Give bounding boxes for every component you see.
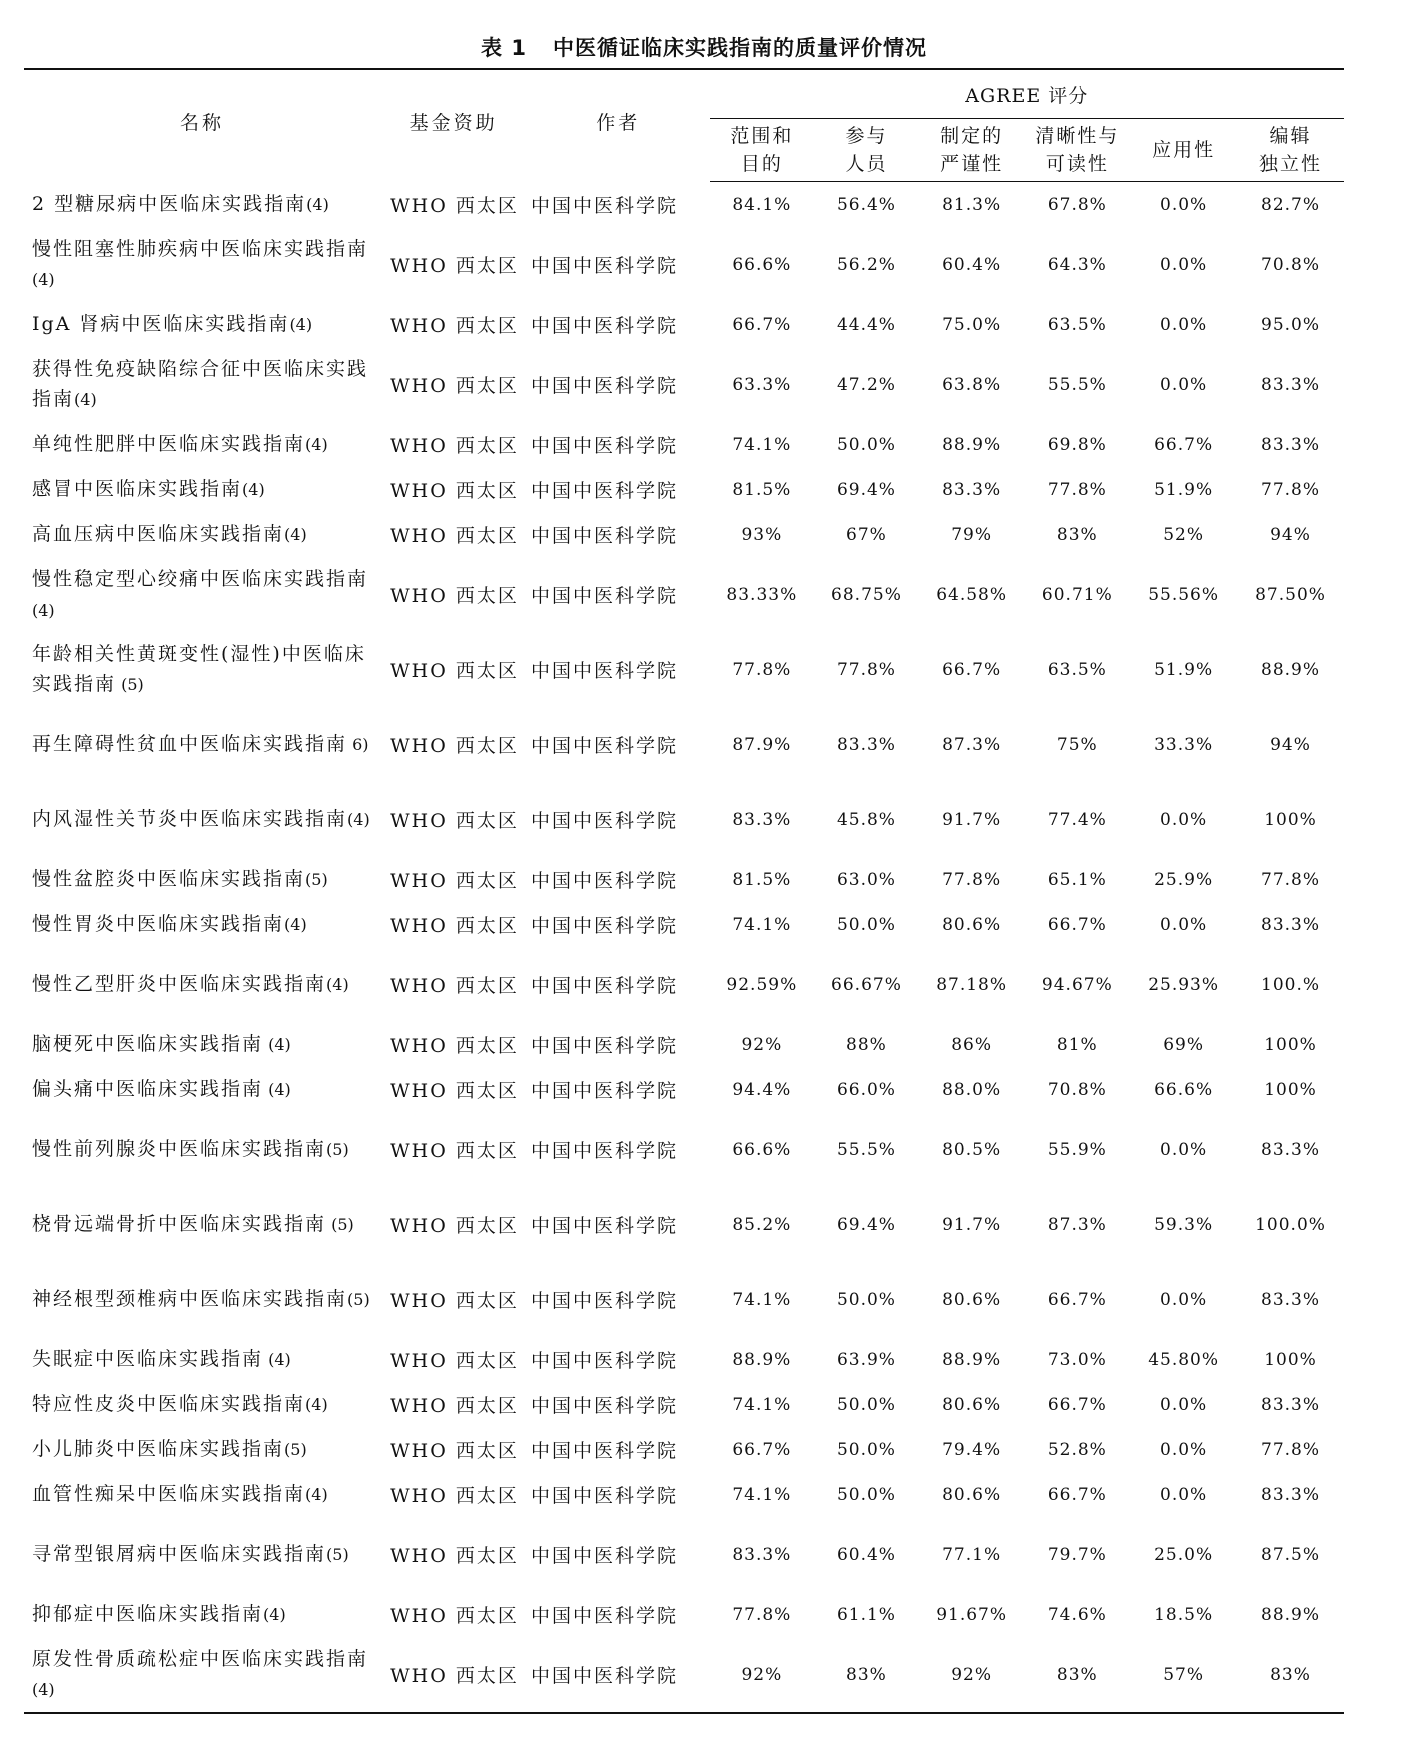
score-cell: 83.3% (732, 1544, 792, 1565)
score-cell: 63.9% (836, 1349, 896, 1370)
header-rigour: 制定的 严谨性 (919, 119, 1025, 182)
score-cell: 60.4% (836, 1544, 896, 1565)
guideline-name: 再生障碍性贫血中医临床实践指南 6) (32, 733, 369, 755)
score-cell: 83.3% (1261, 1394, 1321, 1415)
score-cell: 0.0% (1160, 314, 1208, 335)
funding-cell: WHO 西太区 (390, 810, 519, 832)
funding-cell: WHO 西太区 (390, 194, 519, 217)
score-cell: 77.8% (1047, 479, 1107, 500)
score-cell: 83.3% (942, 479, 1002, 500)
score-cell: 77.8% (836, 659, 896, 680)
score-cell: 64.58% (936, 584, 1008, 605)
funding-cell: WHO 西太区 (380, 1637, 527, 1713)
guideline-name: 特应性皮炎中医临床实践指南(4) (32, 1393, 328, 1415)
score-cell: 74.6% (1047, 1604, 1107, 1625)
score-cell: 63.5% (1047, 314, 1107, 335)
author-cell: 中国中医科学院 (527, 1637, 710, 1713)
score-cell: 77.8% (942, 869, 1002, 890)
score-cell: 94.67% (1041, 974, 1113, 995)
score-cell: 92.59% (726, 974, 798, 995)
score-cell: 88.9% (1261, 1604, 1321, 1625)
table-row (24, 1427, 1344, 1472)
score-cell: 45.8% (836, 809, 896, 830)
author-cell: 中国中医科学院 (531, 194, 679, 217)
guideline-name: 慢性胃炎中医临床实践指南(4) (32, 913, 307, 935)
score-cell: 83.3% (1261, 374, 1321, 395)
funding-cell: WHO 西太区 (390, 660, 519, 682)
score-cell: 52.8% (1047, 1439, 1107, 1460)
score-cell: 74.1% (732, 1484, 792, 1505)
score-cell: 63.0% (836, 869, 896, 890)
score-cell: 66.7% (1047, 1289, 1107, 1310)
score-cell: 69% (1163, 1034, 1204, 1055)
score-cell: 73.0% (1047, 1349, 1107, 1370)
score-cell: 45.80% (1148, 1349, 1220, 1370)
header-scope: 范围和 目的 (710, 119, 815, 182)
score-cell: 83% (1056, 524, 1098, 545)
score-cell: 25.0% (1154, 1544, 1214, 1565)
score-cell: 100% (1264, 1034, 1317, 1055)
guideline-name: 小儿肺炎中医临床实践指南(5) (32, 1438, 307, 1460)
funding-cell: WHO 西太区 (390, 315, 519, 337)
funding-cell: WHO 西太区 (390, 975, 519, 997)
funding-cell: WHO 西太区 (390, 1350, 519, 1372)
author-cell: 中国中医科学院 (531, 435, 679, 457)
funding-cell: WHO 西太区 (390, 1080, 519, 1102)
table-row (24, 557, 1344, 632)
score-cell: 66.7% (1154, 434, 1214, 455)
score-cell: 80.6% (942, 914, 1002, 935)
score-cell: 66.6% (1154, 1079, 1214, 1100)
score-cell: 91.7% (942, 1214, 1002, 1235)
score-cell: 66.0% (836, 1079, 896, 1100)
score-cell: 66.6% (732, 1139, 792, 1160)
author-cell: 中国中医科学院 (531, 1290, 679, 1312)
score-cell: 94% (1270, 524, 1311, 545)
score-cell: 81.5% (732, 479, 792, 500)
score-cell: 52% (1163, 524, 1204, 545)
score-cell: 66.7% (1047, 914, 1107, 935)
table-number: 表 1 (481, 36, 527, 60)
score-cell: 0.0% (1160, 1484, 1208, 1505)
guideline-name: 慢性盆腔炎中医临床实践指南(5) (32, 868, 328, 890)
table-row (24, 707, 1344, 782)
score-cell: 67.8% (1047, 194, 1107, 215)
funding-cell: WHO 西太区 (390, 1395, 519, 1417)
header-funding: 基金资助 (380, 69, 527, 182)
score-cell: 88.9% (732, 1349, 792, 1370)
score-cell: 66.7% (942, 659, 1002, 680)
table-row (24, 467, 1344, 512)
score-cell: 83.3% (1261, 1484, 1321, 1505)
header-stakeholder: 参与 人员 (814, 119, 919, 182)
score-cell: 100.% (1261, 974, 1321, 995)
table-row (24, 512, 1344, 557)
table-row (24, 422, 1344, 467)
guideline-name: 慢性阻塞性肺疾病中医临床实践指南(4) (32, 238, 369, 289)
score-cell: 0.0% (1160, 194, 1208, 215)
score-cell: 66.6% (732, 254, 792, 275)
score-cell: 0.0% (1160, 809, 1208, 830)
score-cell: 88.9% (1261, 659, 1321, 680)
score-cell: 18.5% (1154, 1604, 1214, 1625)
score-cell: 0.0% (1160, 1139, 1208, 1160)
author-cell: 中国中医科学院 (531, 480, 679, 502)
guideline-name: 2 型糖尿病中医临床实践指南(4) (32, 192, 329, 215)
score-cell: 79.7% (1047, 1544, 1107, 1565)
table-row (24, 302, 1344, 347)
score-cell: 81% (1056, 1034, 1098, 1055)
table-row (24, 1472, 1344, 1517)
funding-cell: WHO 西太区 (390, 1485, 519, 1507)
score-cell: 94.4% (732, 1079, 792, 1100)
guideline-name: IgA 肾病中医临床实践指南(4) (32, 313, 313, 335)
guideline-name: 内风湿性关节炎中医临床实践指南(4) (32, 808, 370, 830)
score-cell: 75% (1056, 734, 1098, 755)
funding-cell: WHO 西太区 (390, 1290, 519, 1312)
score-cell: 93% (741, 524, 783, 545)
table-row (24, 782, 1344, 857)
funding-cell: WHO 西太区 (390, 480, 519, 502)
score-cell: 63.5% (1047, 659, 1107, 680)
score-cell: 87.50% (1255, 584, 1326, 605)
guideline-name: 寻常型银屑病中医临床实践指南(5) (32, 1543, 349, 1565)
table-row (24, 347, 1344, 422)
score-cell: 100% (1264, 1349, 1317, 1370)
guideline-name: 单纯性肥胖中医临床实践指南(4) (32, 433, 328, 455)
score-cell: 85.2% (732, 1214, 792, 1235)
table-row (24, 1067, 1344, 1112)
score-cell: 69.8% (1047, 434, 1107, 455)
score-cell: 87.5% (1261, 1544, 1321, 1565)
score-cell: 25.93% (1148, 974, 1220, 995)
funding-cell: WHO 西太区 (390, 435, 519, 457)
score-cell: 55.9% (1047, 1139, 1107, 1160)
funding-cell: WHO 西太区 (390, 1140, 519, 1162)
score-cell: 50.0% (836, 434, 896, 455)
guideline-name: 偏头痛中医临床实践指南 (4) (32, 1078, 291, 1100)
score-cell: 60.4% (942, 254, 1002, 275)
score-cell: 51.9% (1154, 659, 1214, 680)
score-cell: 63.8% (942, 374, 1002, 395)
score-cell: 64.3% (1047, 254, 1107, 275)
score-cell: 77.8% (1261, 1439, 1321, 1460)
author-cell: 中国中医科学院 (531, 1605, 679, 1627)
header-applicability: 应用性 (1130, 119, 1237, 182)
score-cell: 66.7% (1047, 1394, 1107, 1415)
score-cell: 69.4% (836, 479, 896, 500)
score-cell: 0.0% (1160, 1394, 1208, 1415)
score-cell: 77.4% (1047, 809, 1107, 830)
score-cell: 70.8% (1047, 1079, 1107, 1100)
table-row (24, 227, 1344, 302)
score-cell: 47.2% (836, 374, 896, 395)
author-cell: 中国中医科学院 (531, 1140, 679, 1162)
score-cell: 66.7% (732, 1439, 792, 1460)
score-cell: 50.0% (836, 1289, 896, 1310)
author-cell: 中国中医科学院 (531, 525, 679, 547)
table-row (24, 1022, 1344, 1067)
score-cell: 80.6% (942, 1289, 1002, 1310)
score-cell: 77.8% (1261, 479, 1321, 500)
table-row (24, 182, 1344, 228)
guideline-name: 脑梗死中医临床实践指南 (4) (32, 1033, 291, 1055)
funding-cell: WHO 西太区 (390, 915, 519, 937)
guideline-name: 获得性免疫缺陷综合征中医临床实践指南(4) (32, 358, 369, 410)
author-cell: 中国中医科学院 (531, 810, 679, 832)
score-cell: 57% (1130, 1637, 1237, 1713)
author-cell: 中国中医科学院 (531, 915, 679, 937)
score-cell: 0.0% (1160, 374, 1208, 395)
table-row (24, 902, 1344, 947)
score-cell: 95.0% (1261, 314, 1321, 335)
score-cell: 70.8% (1261, 254, 1321, 275)
score-cell: 50.0% (836, 1394, 896, 1415)
guideline-name: 抑郁症中医临床实践指南(4) (32, 1603, 286, 1625)
score-cell: 92% (710, 1637, 815, 1713)
score-cell: 91.67% (936, 1604, 1008, 1625)
score-cell: 81.5% (732, 869, 792, 890)
table-caption (0, 32, 1408, 62)
score-cell: 50.0% (836, 914, 896, 935)
score-cell: 84.1% (732, 194, 792, 215)
funding-cell: WHO 西太区 (390, 1215, 519, 1237)
score-cell: 66.67% (831, 974, 902, 995)
score-cell: 67% (846, 524, 887, 545)
guideline-name: 慢性前列腺炎中医临床实践指南(5) (32, 1138, 349, 1160)
funding-cell: WHO 西太区 (390, 255, 519, 277)
score-cell: 92% (741, 1034, 783, 1055)
score-cell: 94% (1270, 734, 1311, 755)
score-cell: 74.1% (732, 1394, 792, 1415)
guideline-name: 失眠症中医临床实践指南 (4) (32, 1348, 291, 1370)
guideline-name: 高血压病中医临床实践指南(4) (32, 523, 307, 545)
guideline-name: 原发性骨质疏松症中医临床实践指南(4) (24, 1637, 380, 1713)
score-cell: 25.9% (1154, 869, 1214, 890)
funding-cell: WHO 西太区 (390, 1035, 519, 1057)
table-row (24, 1637, 1344, 1713)
author-cell: 中国中医科学院 (531, 660, 679, 682)
score-cell: 56.4% (836, 194, 896, 215)
score-cell: 79.4% (942, 1439, 1002, 1460)
score-cell: 83.33% (726, 584, 798, 605)
score-cell: 83.3% (732, 809, 792, 830)
guideline-name: 血管性痴呆中医临床实践指南(4) (32, 1483, 328, 1505)
score-cell: 74.1% (732, 914, 792, 935)
score-cell: 86% (951, 1034, 992, 1055)
author-cell: 中国中医科学院 (531, 1035, 679, 1057)
author-cell: 中国中医科学院 (531, 870, 679, 892)
score-cell: 83.3% (1261, 1289, 1321, 1310)
author-cell: 中国中医科学院 (531, 1545, 679, 1567)
score-cell: 79% (951, 524, 992, 545)
author-cell: 中国中医科学院 (531, 735, 679, 757)
author-cell: 中国中医科学院 (531, 1080, 679, 1102)
score-cell: 87.3% (942, 734, 1002, 755)
score-cell: 88% (846, 1034, 887, 1055)
score-cell: 77.8% (732, 659, 792, 680)
funding-cell: WHO 西太区 (390, 525, 519, 547)
author-cell: 中国中医科学院 (531, 375, 679, 397)
score-cell: 83.3% (1261, 434, 1321, 455)
score-cell: 65.1% (1047, 869, 1107, 890)
table-row (24, 1337, 1344, 1382)
score-cell: 50.0% (836, 1484, 896, 1505)
score-cell: 100% (1264, 1079, 1317, 1100)
score-cell: 66.7% (732, 314, 792, 335)
table-row (24, 1517, 1344, 1592)
author-cell: 中国中医科学院 (531, 975, 679, 997)
score-cell: 83.3% (1261, 914, 1321, 935)
guideline-name: 感冒中医临床实践指南(4) (32, 478, 265, 500)
score-cell: 63.3% (732, 374, 792, 395)
score-cell: 50.0% (836, 1439, 896, 1460)
score-cell: 83% (1024, 1637, 1130, 1713)
score-cell: 56.2% (836, 254, 896, 275)
score-cell: 74.1% (732, 434, 792, 455)
score-cell: 81.3% (942, 194, 1002, 215)
author-cell: 中国中医科学院 (531, 255, 679, 277)
score-cell: 80.6% (942, 1394, 1002, 1415)
table-title: 中医循证临床实践指南的质量评价情况 (552, 36, 927, 60)
author-cell: 中国中医科学院 (531, 1440, 679, 1462)
score-cell: 77.8% (732, 1604, 792, 1625)
score-cell: 77.8% (1261, 869, 1321, 890)
score-cell: 88.9% (942, 1349, 1002, 1370)
table-row (24, 1382, 1344, 1427)
score-cell: 87.9% (732, 734, 792, 755)
score-cell: 0.0% (1160, 254, 1208, 275)
guideline-name: 慢性乙型肝炎中医临床实践指南(4) (32, 973, 349, 995)
score-cell: 0.0% (1160, 1439, 1208, 1460)
score-cell: 82.7% (1261, 194, 1321, 215)
score-cell: 88.9% (942, 434, 1002, 455)
score-cell: 87.3% (1047, 1214, 1107, 1235)
agree-quality-table (24, 68, 1344, 1714)
score-cell: 33.3% (1154, 734, 1214, 755)
author-cell: 中国中医科学院 (531, 315, 679, 337)
funding-cell: WHO 西太区 (390, 1440, 519, 1462)
funding-cell: WHO 西太区 (390, 1605, 519, 1627)
score-cell: 0.0% (1160, 1289, 1208, 1310)
score-cell: 55.56% (1148, 584, 1220, 605)
author-cell: 中国中医科学院 (531, 1215, 679, 1237)
score-cell: 87.18% (936, 974, 1008, 995)
header-agree: AGREE 评分 (710, 69, 1344, 119)
score-cell: 60.71% (1041, 584, 1113, 605)
author-cell: 中国中医科学院 (531, 585, 679, 607)
funding-cell: WHO 西太区 (390, 585, 519, 607)
score-cell: 83.3% (836, 734, 896, 755)
score-cell: 77.1% (942, 1544, 1002, 1565)
header-independence: 编辑 独立性 (1237, 119, 1344, 182)
score-cell: 100% (1264, 809, 1317, 830)
funding-cell: WHO 西太区 (390, 870, 519, 892)
table-row (24, 1592, 1344, 1637)
guideline-name: 桡骨远端骨折中医临床实践指南 (5) (32, 1213, 354, 1235)
table-row (24, 857, 1344, 902)
score-cell: 80.5% (942, 1139, 1002, 1160)
funding-cell: WHO 西太区 (390, 1545, 519, 1567)
score-cell: 74.1% (732, 1289, 792, 1310)
score-cell: 61.1% (836, 1604, 896, 1625)
score-cell: 88.0% (942, 1079, 1002, 1100)
header-author: 作者 (527, 69, 710, 182)
score-cell: 44.4% (836, 314, 896, 335)
funding-cell: WHO 西太区 (390, 375, 519, 397)
guideline-name: 年龄相关性黄斑变性(湿性)中医临床实践指南 (5) (32, 643, 366, 695)
table-row (24, 947, 1344, 1022)
header-clarity: 清晰性与 可读性 (1024, 119, 1130, 182)
author-cell: 中国中医科学院 (531, 1485, 679, 1507)
score-cell: 69.4% (836, 1214, 896, 1235)
score-cell: 55.5% (1047, 374, 1107, 395)
score-cell: 59.3% (1154, 1214, 1214, 1235)
table-row (24, 1262, 1344, 1337)
score-cell: 51.9% (1154, 479, 1214, 500)
score-cell: 68.75% (831, 584, 902, 605)
score-cell: 55.5% (836, 1139, 896, 1160)
score-cell: 83.3% (1261, 1139, 1321, 1160)
table-row (24, 632, 1344, 707)
score-cell: 75.0% (942, 314, 1002, 335)
author-cell: 中国中医科学院 (531, 1395, 679, 1417)
score-cell: 91.7% (942, 809, 1002, 830)
header-name: 名称 (24, 69, 380, 182)
score-cell: 66.7% (1047, 1484, 1107, 1505)
score-cell: 83% (1237, 1637, 1344, 1713)
author-cell: 中国中医科学院 (531, 1350, 679, 1372)
table-row (24, 1112, 1344, 1187)
score-cell: 80.6% (942, 1484, 1002, 1505)
guideline-name: 慢性稳定型心绞痛中医临床实践指南 (4) (32, 567, 369, 620)
score-cell: 0.0% (1160, 914, 1208, 935)
score-cell: 100.0% (1255, 1214, 1326, 1235)
score-cell: 92% (919, 1637, 1025, 1713)
table-row (24, 1187, 1344, 1262)
score-cell: 83% (814, 1637, 919, 1713)
guideline-name: 神经根型颈椎病中医临床实践指南(5) (32, 1288, 370, 1310)
funding-cell: WHO 西太区 (390, 735, 519, 757)
